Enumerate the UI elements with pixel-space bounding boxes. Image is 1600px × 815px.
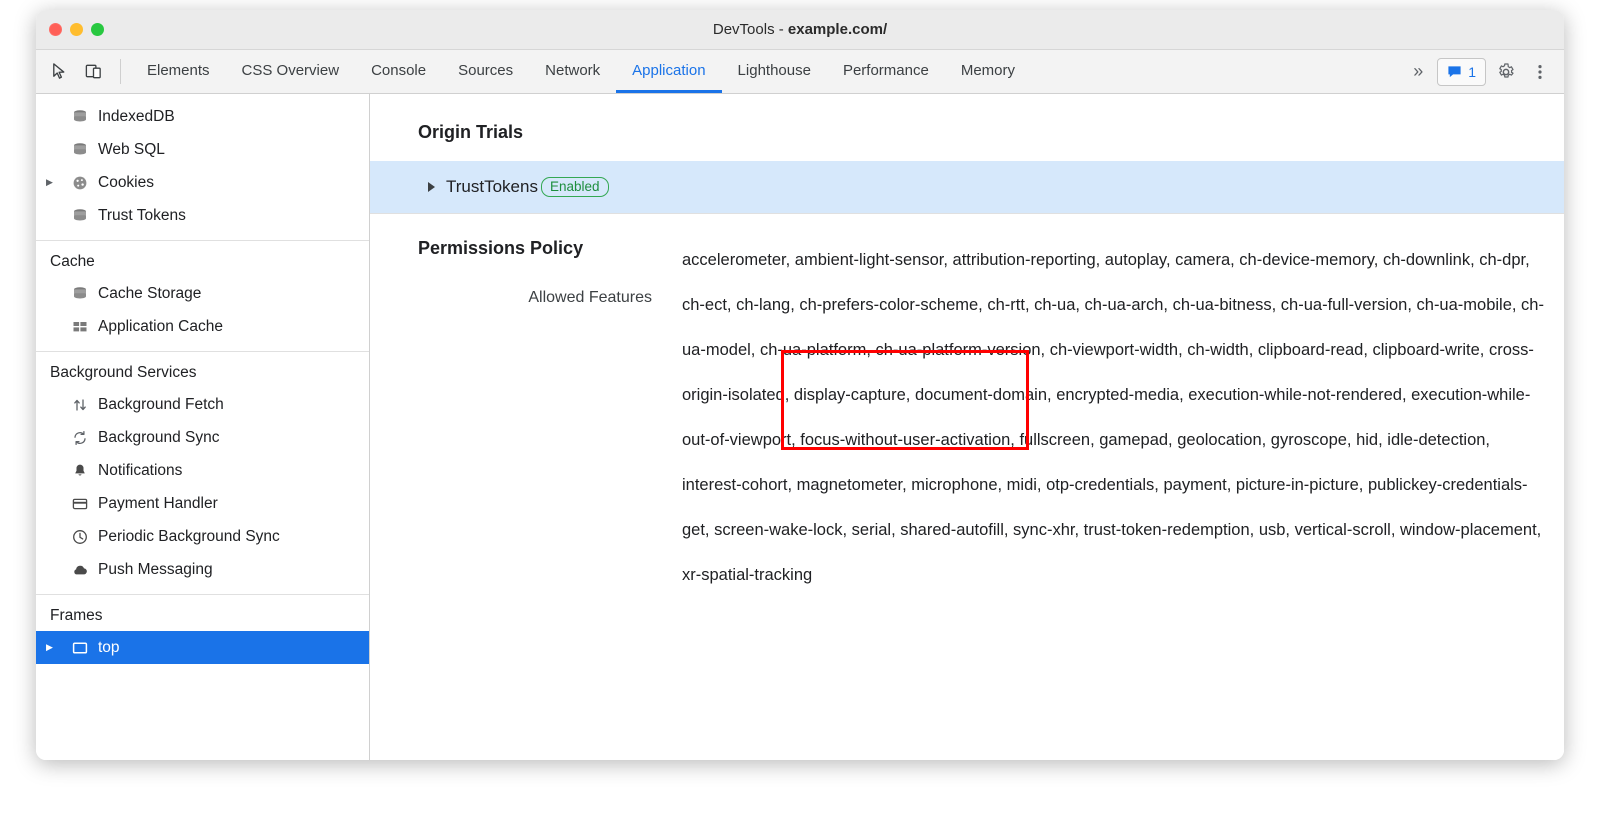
more-tabs-icon[interactable]: » — [1413, 61, 1424, 81]
bell-icon — [71, 462, 89, 480]
sidebar-group-background-services — [36, 352, 369, 595]
message-icon — [1447, 64, 1462, 79]
sidebar-header-background-services: Background Services — [50, 364, 197, 381]
application-sidebar[interactable] — [36, 94, 370, 760]
expand-arrow-icon[interactable]: ▶ — [46, 642, 53, 652]
sidebar-item-label: Cache Storage — [98, 284, 202, 302]
sidebar-item-background-sync[interactable] — [36, 421, 369, 454]
gear-icon[interactable] — [1492, 58, 1520, 86]
origin-trial-row[interactable] — [370, 161, 1564, 213]
cookie-icon — [71, 174, 89, 192]
frame-icon — [71, 639, 89, 657]
tab-memory[interactable] — [945, 50, 1031, 93]
sidebar-item-periodic-background-sync[interactable] — [36, 520, 369, 553]
sidebar-item-label: Payment Handler — [98, 494, 218, 512]
toolbar-divider — [120, 59, 121, 84]
toolbar-right — [1401, 50, 1554, 93]
tab-lighthouse[interactable] — [722, 50, 827, 93]
devtools-toolbar — [36, 50, 1564, 94]
tab-elements[interactable] — [131, 50, 226, 93]
sidebar-item-label: Periodic Background Sync — [98, 527, 280, 545]
sidebar-item-payment-handler[interactable] — [36, 487, 369, 520]
tab-css-overview[interactable] — [226, 50, 356, 93]
allowed-features-label: Allowed Features — [528, 289, 652, 306]
sidebar-item-cache-storage[interactable] — [36, 277, 369, 310]
sidebar-item-cookies[interactable] — [36, 166, 369, 199]
tab-label: Elements — [147, 61, 210, 79]
sidebar-group-frames — [36, 595, 369, 672]
sidebar-item-notifications[interactable] — [36, 454, 369, 487]
allowed-features-list: accelerometer, ambient-light-sensor, attribution-reporting, autoplay, camera, ch-device-memory, ch-downlink, ch-dpr, ch-ect, ch-lang, ch-prefers-color-scheme, ch-rtt, ch-ua, ch-ua-arch, ch-ua-bitness, ch-ua-full-version, ch-ua-mobile, ch-ua-model, ch-ua-platform, ch-ua-platform-version, ch-viewport-width, ch-width, clipboard-read, clipboard-write, cross-origin-isolated, display-capture, document-domain, encrypted-media, execution-while-not-rendered, execution-while-out-of-viewport, focus-without-user-activation, fullscreen, gamepad, geolocation, gyroscope, hid, idle-detection, interest-cohort, magnetometer, microphone, midi, otp-credentials, payment, picture-in-picture, publickey-credentials-get, screen-wake-lock, serial, shared-autofill, sync-xhr, trust-token-redemption, usb, vertical-scroll, window-placement, xr-spatial-tracking — [682, 251, 1544, 584]
tab-label: Sources — [458, 61, 514, 79]
credit-card-icon — [71, 495, 89, 513]
window-title — [36, 21, 1564, 38]
status-badge: Enabled — [541, 177, 609, 197]
tab-label: Memory — [960, 61, 1015, 79]
panel-tabs — [131, 50, 1401, 93]
tab-network[interactable] — [529, 50, 616, 93]
device-toolbar-icon[interactable] — [78, 58, 108, 86]
sidebar-item-label: Cookies — [98, 173, 154, 191]
status-badge[interactable] — [1437, 58, 1486, 86]
sidebar-item-label: Application Cache — [98, 317, 223, 335]
database-icon — [71, 207, 89, 225]
kebab-menu-icon[interactable] — [1526, 58, 1554, 86]
sidebar-item-application-cache[interactable] — [36, 310, 369, 343]
sidebar-item-label: Background Sync — [98, 428, 220, 446]
sync-icon — [71, 429, 89, 447]
expand-arrow-icon[interactable] — [428, 182, 435, 192]
tab-label: Performance — [842, 61, 929, 79]
permissions-policy-section — [370, 214, 1564, 598]
window-title-prefix: DevTools - — [712, 21, 788, 38]
grid-icon — [71, 318, 89, 336]
origin-trials-title: Origin Trials — [418, 122, 524, 142]
tab-label: Lighthouse — [737, 61, 811, 79]
title-bar — [36, 10, 1564, 50]
sidebar-item-background-fetch[interactable] — [36, 388, 369, 421]
application-main-panel — [370, 94, 1564, 760]
devtools-body — [36, 94, 1564, 760]
database-icon — [71, 108, 89, 126]
tab-label: Console — [371, 61, 427, 79]
database-icon — [71, 285, 89, 303]
sidebar-item-label: Trust Tokens — [98, 206, 186, 224]
arrows-updown-icon — [71, 396, 89, 414]
sidebar-item-label: top — [98, 638, 120, 656]
clock-icon — [71, 528, 89, 546]
devtools-window — [36, 10, 1564, 760]
sidebar-header-frames: Frames — [50, 607, 103, 624]
sidebar-group-cache — [36, 241, 369, 352]
sidebar-item-indexeddb[interactable] — [36, 100, 369, 133]
sidebar-header-cache: Cache — [50, 253, 95, 270]
tab-console[interactable] — [355, 50, 442, 93]
expand-arrow-icon[interactable]: ▶ — [46, 177, 53, 187]
window-title-url: example.com/ — [787, 21, 888, 38]
sidebar-item-push-messaging[interactable] — [36, 553, 369, 586]
tab-label: Application — [632, 61, 706, 79]
tab-sources[interactable] — [442, 50, 529, 93]
sidebar-item-label: IndexedDB — [98, 107, 175, 125]
tab-performance[interactable] — [827, 50, 945, 93]
cloud-icon — [71, 561, 89, 579]
sidebar-item-label: Web SQL — [98, 140, 165, 158]
sidebar-item-trust-tokens[interactable] — [36, 199, 369, 232]
permissions-policy-left — [370, 238, 660, 598]
toolbar-left-icons — [44, 50, 118, 93]
message-count: 1 — [1468, 63, 1476, 80]
database-icon — [71, 141, 89, 159]
tab-label: CSS Overview — [241, 61, 340, 79]
tab-application[interactable] — [616, 50, 721, 93]
tab-label: Network — [545, 61, 601, 79]
origin-trial-name: TrustTokens — [446, 177, 538, 196]
inspect-icon[interactable] — [44, 58, 74, 86]
sidebar-group-storage — [36, 94, 369, 241]
sidebar-item-label: Notifications — [98, 461, 183, 479]
sidebar-item-label: Background Fetch — [98, 395, 224, 413]
permissions-policy-title: Permissions Policy — [418, 238, 584, 258]
sidebar-item-label: Push Messaging — [98, 560, 213, 578]
sidebar-item-top-frame[interactable] — [36, 631, 369, 664]
sidebar-item-web-sql[interactable] — [36, 133, 369, 166]
